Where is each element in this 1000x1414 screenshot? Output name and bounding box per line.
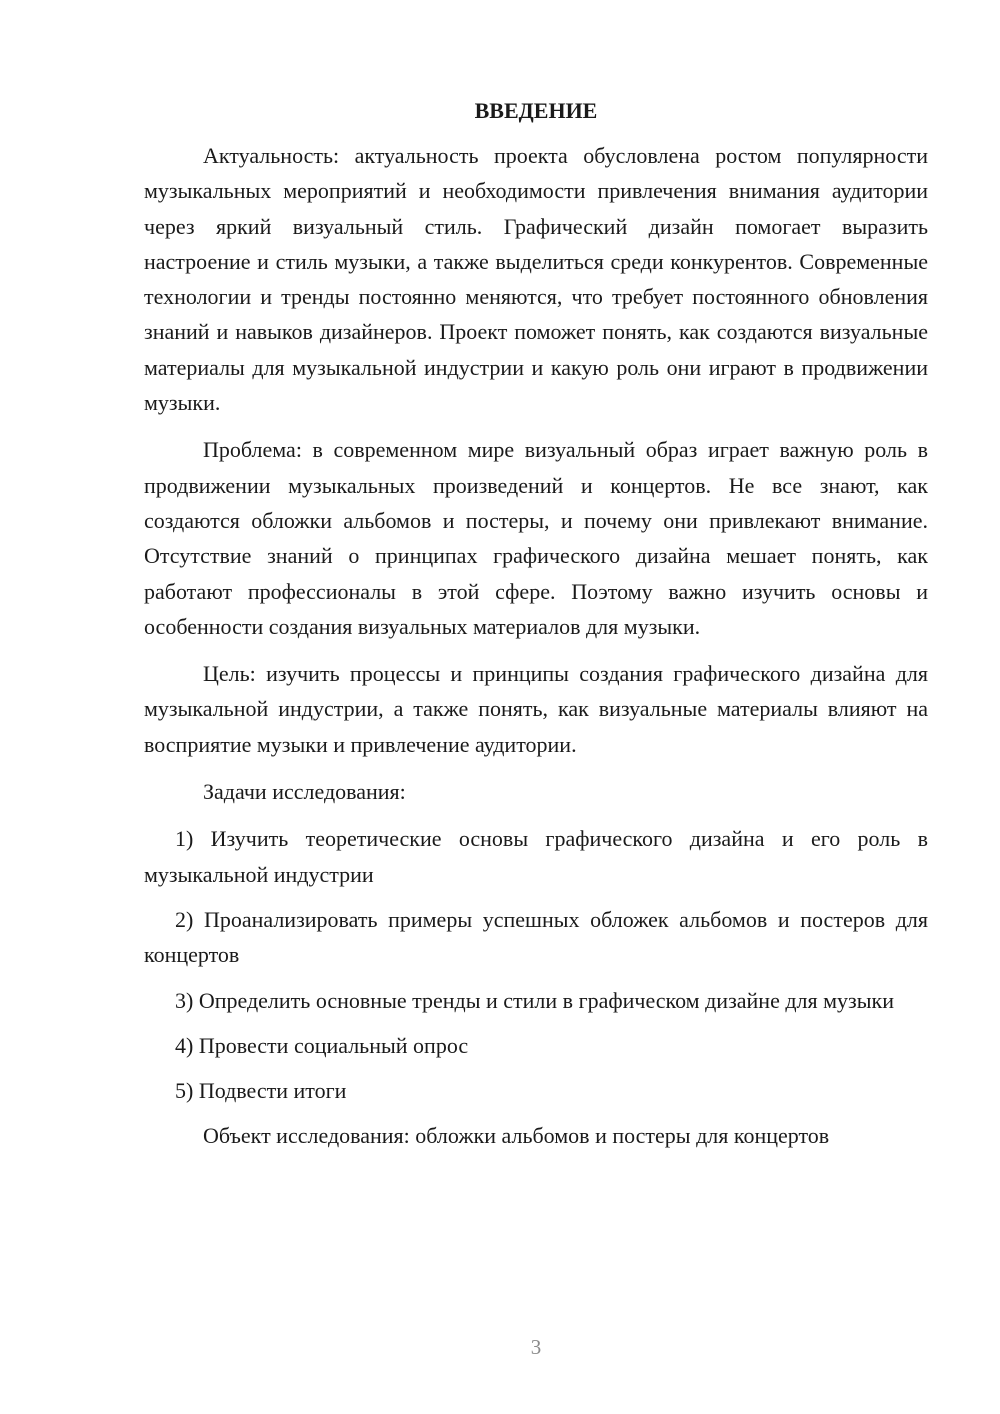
task-item: 2) Проанализировать примеры успешных обложек альбомов и постеров для концертов [144,906,928,968]
page-title: ВВЕДЕНИЕ [474,98,598,123]
task-item: 5) Подвести итоги [175,1078,347,1104]
relevance-paragraph: Актуальность: актуальность проекта обусловлена ростом популярности музыкальных мероприятий и необходимости привлечения внимания аудитории через яркий визуальный стиль. Графический дизайн помогает выразить настроение и стиль музыки, а также выделиться среди конкурентов. Современные технологии и тренды постоянно меняются, что требует постоянного обновления знаний и навыков дизайнеров. Проект поможет понять, как создаются визуальные материалы для музыкальной индустрии и какую роль они играют в продвижении музыки. [144,143,928,416]
page-content [144,96,928,1154]
page-number: 3 [530,1335,542,1359]
tasks-heading: Задачи исследования: [203,779,406,805]
task-item: 1) Изучить теоретические основы графического дизайна и его роль в музыкальной индустрии [144,826,928,887]
task-item: 4) Провести социальный опрос [175,1032,469,1058]
task-item: 3) Определить основные тренды и стили в графическом дизайне для музыки [175,987,894,1013]
goal-paragraph: Цель: изучить процессы и принципы создания графического дизайна для музыкальной индустрии, а также понять, как визуальные материалы влияют на восприятие музыки и привлечение аудитории. [144,661,928,757]
research-object-paragraph: Объект исследования: обложки альбомов и постеры для концертов [203,1123,830,1149]
tasks-list [144,821,928,1108]
problem-paragraph: Проблема: в современном мире визуальный образ играет важную роль в продвижении музыкальных произведений и концертов. Не все знают, как создаются обложки альбомов и постеры, и почему они привлекают внимание. Отсутствие знаний о принципах графического дизайна мешает понять, как работают профессионалы в этой сфере. Поэтому важно изучить основы и особенности создания визуальных материалов для музыки. [144,437,928,639]
